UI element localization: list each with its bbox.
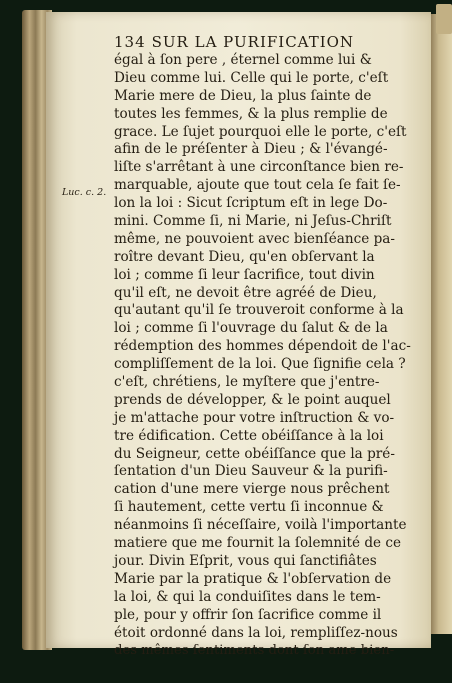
running-title: SUR LA PURIFICATION — [151, 33, 355, 51]
text-line: ſentation d'un Dieu Sauveur & la purifi- — [114, 463, 388, 480]
text-line: toutes les femmes, & la plus remplie de — [114, 105, 388, 122]
text-line: étoit ordonné dans la loi, rempliſſez-nous — [114, 624, 398, 641]
text-line: loi ; comme ſi leur ſacrifice, tout divin — [114, 266, 375, 283]
text-line: néanmoins ſi néceſſaire, voilà l'importante — [114, 517, 407, 534]
text-line: loi ; comme ſi l'ouvrage du ſalut & de la — [114, 320, 388, 337]
text-line: matiere que me fournit la ſolemnité de ce — [114, 535, 402, 552]
page-number: 134 — [114, 33, 146, 51]
text-line: qu'il eſt, ne devoit être agréé de Dieu, — [114, 284, 377, 301]
text-line: jour. Divin Eſprit, vous qui ſanctifiâtes — [114, 552, 377, 569]
text-line: tre édification. Cette obéiſſance à la loi — [114, 427, 384, 444]
running-header — [114, 32, 404, 52]
text-line: prends de développer, & le point auquel — [114, 391, 391, 408]
text-line: Marie mere de Dieu, la plus ſainte de — [114, 87, 372, 104]
text-line: roître devant Dieu, qu'en obſervant la — [114, 248, 375, 265]
text-line: égal à ſon pere , éternel comme lui & — [114, 52, 372, 68]
text-line: Marie par la pratique & l'obſervation de — [114, 570, 392, 587]
text-line: qu'autant qu'il ſe trouveroit conforme à la — [114, 302, 404, 319]
text-line: je m'attache pour votre inſtruction & vo- — [114, 409, 395, 426]
text-line: la loi, & qui la conduiſites dans le tem- — [114, 588, 381, 605]
page-text — [114, 32, 411, 660]
text-line: grace. Le ſujet pourquoi elle le porte, c'eſt — [114, 123, 407, 140]
text-line: Dieu comme lui. Celle qui le porte, c'eſt — [114, 69, 389, 86]
text-line: afin de le préſenter à Dieu ; & l'évangé- — [114, 141, 388, 158]
text-line: même, ne pouvoient avec bienſéance pa- — [114, 230, 395, 247]
text-line: des mêmes ſentiments dont ſon ame bien- — [114, 643, 395, 659]
text-line: ple, pour y offrir ſon ſacrifice comme il — [114, 606, 382, 623]
text-line: du Seigneur, cette obéiſſance que la pré- — [114, 445, 395, 462]
text-line: marquable, ajoute que tout cela ſe fait ſe- — [114, 177, 401, 194]
text-line: lon la loi : Sicut ſcriptum eſt in lege Do- — [114, 195, 388, 212]
text-line: compliſſement de la loi. Que ſignifie cela ? — [114, 356, 406, 373]
text-line: c'eſt, chrétiens, le myſtere que j'entre- — [114, 374, 380, 391]
margin-note: Luc. c. 2. — [62, 187, 107, 198]
facing-page-corner — [436, 4, 452, 34]
text-line: mini. Comme ſi, ni Marie, ni Jeſus-Chriſt — [114, 213, 392, 230]
text-line: rédemption des hommes dépendoit de l'ac- — [114, 338, 411, 355]
text-line: ſi hautement, cette vertu ſi inconnue & — [114, 499, 384, 516]
text-line: liſte s'arrêtant à une circonſtance bien re- — [114, 159, 404, 176]
text-line: cation d'une mere vierge nous prêchent — [114, 481, 390, 498]
facing-page-edge — [430, 14, 452, 634]
